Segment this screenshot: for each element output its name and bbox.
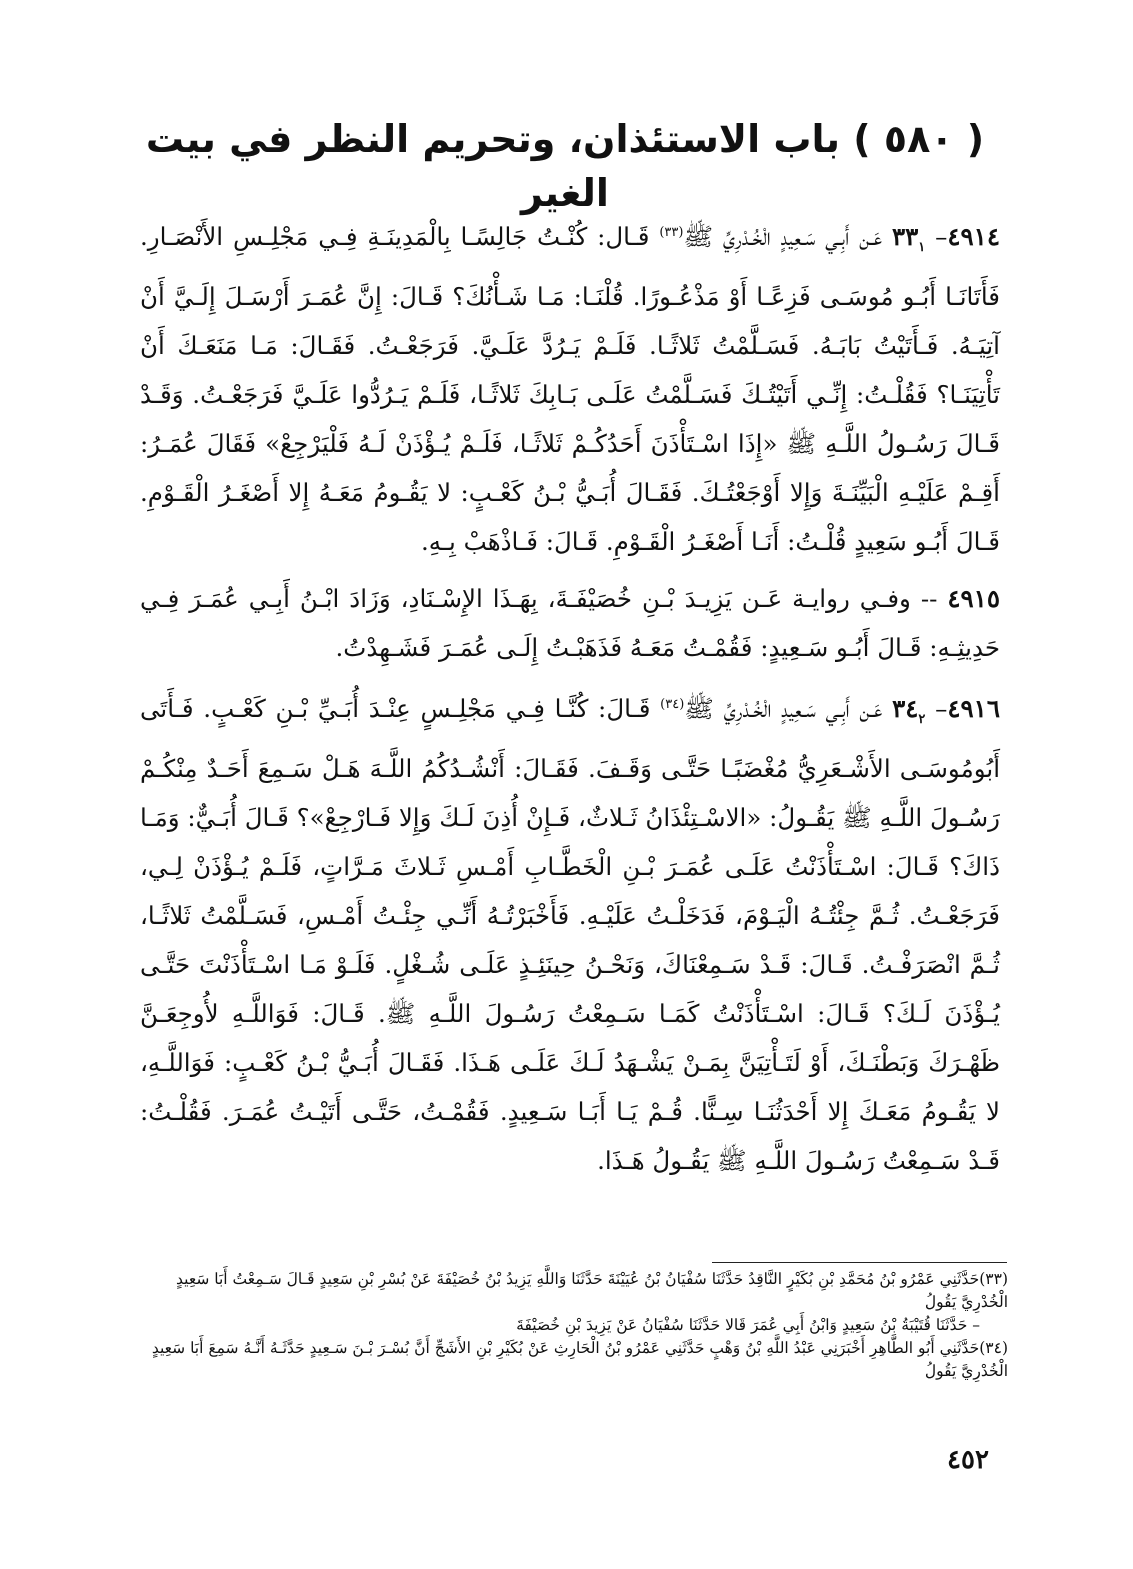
footnote-33: (٣٣)حَدَّثَنِي عَمْرُو بْنُ مُحَمَّدِ بْنِ بُكَيْرٍ النَّاقِدُ حَدَّثَنَا سُفْيَانُ بْنُ عُيَيْنَةَ حَدَّثَنَا وَاللَّهِ يَزِيدُ بْنُ خُصَيْفَةَ عَنْ بُسْرِ بْنِ سَعِيدٍ قَـالَ سَـمِعْتُ أَبَا سَعِيدٍ الْخُدْرِيَّ يَقُولُ <box>176 1270 1008 1311</box>
hadith-text: قَـالَ: كُنَّـا فِـي مَجْلِـسٍ عِنْـدَ أُبَـيِّ بْـنِ كَعْـبٍ. فَـأَتَى أَبُومُوسَـى الأَشْـعَرِيُّ مُغْضَبًـا حَتَّـى وَقَـفَ. فَقَـالَ: أَنْشُـدُكُمُ اللَّـهَ هَـلْ سَـمِعَ أَحَـدٌ مِنْكُـمْ رَسُـولَ اللَّـهِ ﷺ يَقُـولُ: «الاسْـتِئْذَانُ ثَـلاثٌ، فَـإِنْ أُذِنَ لَـكَ وَإِلا فَـارْجِعْ»؟ قَـالَ أُبَـيٌّ: وَمَـا ذَاكَ؟ قَـالَ: اسْـتَأْذَنْتُ عَلَـى عُمَـرَ بْـنِ الْخَطَّـابِ أَمْـسِ ثَـلاثَ مَـرَّاتٍ، فَلَـمْ يُـؤْذَنْ لِـي، فَرَجَعْـتُ. ثُـمَّ جِئْتُـهُ الْيَـوْمَ، فَدَخَلْـتُ عَلَيْـهِ. فَأَخْبَرْتُـهُ أَنِّـي جِئْـتُ أَمْـسِ، فَسَـلَّمْتُ ثَلاثًـا، ثُـمَّ انْصَرَفْـتُ. قَـالَ: قَـدْ سَـمِعْنَاكَ، وَنَحْـنُ حِينَئِـذٍ عَلَـى شُـغْلٍ. فَلَـوْ مَـا اسْـتَأْذَنْتَ حَتَّـى يُـؤْذَنَ لَـكَ؟ قَـالَ: اسْـتَأْذَنْتُ كَمَـا سَـمِعْتُ رَسُـولَ اللَّـهِ ﷺ. قَـالَ: فَوَاللَّـهِ لأُوجِعَـنَّ ظَهْـرَكَ وَبَطْنَـكَ، أَوْ لَتَـأْتِيَنَّ بِمَـنْ يَشْـهَدُ لَـكَ عَلَـى هَـذَا. فَقَـالَ أُبَـيُّ بْـنُ كَعْـبٍ: فَوَاللَّـهِ، لا يَقُـومُ مَعَـكَ إِلا أَحْدَثُنَـا سِـنًّا. قُـمْ يَـا أَبَـا سَـعِيدٍ. فَقُمْـتُ، حَتَّـى أَتَيْـتُ عُمَـرَ. فَقُلْـتُ: قَـدْ سَـمِعْتُ رَسُـولَ اللَّـهِ ﷺ يَقُـولُ هَـذَا. <box>140 694 1000 1176</box>
footnote-marker: (٣٣) <box>659 225 684 240</box>
reference-top: ٣٣ <box>891 222 919 252</box>
hadith-text-opening: عَـن أَبِـي سَـعِيدٍ الْخُـدْرِيِّ ﷺ <box>684 694 883 724</box>
hadith-reference <box>892 694 926 728</box>
reference-top: ٣٤ <box>892 694 919 724</box>
hadith-reference <box>891 222 926 256</box>
hadith-4915 <box>140 574 1000 672</box>
hadith-4916: ٤٩١٦– $٣٤_٢$ عَـن أَبِـي سَـعِيدٍ الْخُـدْرِيِّ ﷺ$^{(٣٤)}$ قَـالَ: كُنَّـا فِـي مَجْلِـسٍ عِنْـدَ أُبَـيِّ بْـنِ كَعْـبٍ. فَـأَتَى أَبُومُوسَـى الأَشْـعَرِيُّ مُغْضَبًـا حَتَّـى وَقَـفَ. فَقَـالَ: أَنْشُـدُكُمُ اللَّـهَ هَـلْ سَـمِعَ أَحَـدٌ مِنْكُـمْ رَسُـولَ اللَّـهِ ﷺ يَقُـولُ: «الاسْـتِئْذَانُ ثَـلاثٌ، فَـإِنْ أُذِنَ لَـكَ وَإِلا فَـارْجِعْ»؟ قَـالَ أُبَـيٌّ: وَمَـا ذَاكَ؟ قَـالَ: اسْـتَأْذَنْتُ عَلَـى عُمَـرَ بْـنِ الْخَطَّـابِ أَمْـسِ ثَـلاثَ مَـرَّاتٍ، فَلَـمْ يُـؤْذَنْ لِـي، فَرَجَعْـتُ. ثُـمَّ جِئْتُـهُ الْيَـوْمَ، فَدَخَلْـتُ عَلَيْـهِ. فَأَخْبَرْتُـهُ أَنِّـي جِئْـتُ أَمْـسِ، فَسَـلَّمْتُ ثَلاثًـا، ثُـمَّ انْصَرَفْـتُ. قَـالَ: قَـدْ سَـمِعْنَاكَ، وَنَحْـنُ حِينَئِـذٍ عَلَـى شُـغْلٍ. فَلَـوْ مَـا اسْـتَأْذَنْتَ حَتَّـى يُـؤْذَنَ لَـكَ؟ قَـالَ: اسْـتَأْذَنْتُ كَمَـا سَـمِعْتُ رَسُـولَ اللَّـهِ ﷺ. قَـالَ: فَوَاللَّـهِ لأُوجِعَـنَّ ظَهْـرَكَ وَبَطْنَـكَ، أَوْ لَتَـأْتِيَنَّ بِمَـنْ يَشْـهَدُ لَـكَ عَلَـى هَـذَا. فَقَـالَ أُبَـيُّ بْـنُ كَعْـبٍ: فَوَاللَّـهِ، لا يَقُـومُ مَعَـكَ إِلا أَحْدَثُنَـا سِـنًّا. قُـمْ يَـا أَبَـا سَـعِيدٍ. فَقُمْـتُ، حَتَّـى أَتَيْـتُ عُمَـرَ. فَقُلْـتُ: قَـدْ سَـمِعْتُ رَسُـولَ اللَّـهِ ﷺ يَقُـولُ هَـذَا. <box>140 694 1000 1176</box>
footnote-marker: (٣٤) <box>660 697 685 713</box>
chapter-title: ( ٥٨٠ ) باب الاستئذان، وتحريم النظر في بيت الغير <box>145 117 985 215</box>
page-number: ٤٥٢ <box>947 1445 989 1475</box>
hadith-number: ٤٩١٤ <box>947 222 1000 252</box>
reference-bottom: ٢ <box>918 712 926 728</box>
hadith-number: ٤٩١٦ <box>947 694 1000 724</box>
hadith-text: قَـال: كُنْـتُ جَالِسًـا بِالْمَدِينَـةِ فِـي مَجْلِـسِ الأَنْصَـارِ. فَأَتَانَـا أَبُـو مُوسَـى فَزِعًـا أَوْ مَذْعُـورًا. قُلْنَـا: مَـا شَـأْنُكَ؟ قَـالَ: إِنَّ عُمَـرَ أَرْسَـلَ إِلَـيَّ أَنْ آتِيَـهُ. فَـأَتَيْتُ بَابَـهُ. فَسَـلَّمْتُ ثَلاثًـا. فَلَـمْ يَـرُدَّ عَلَـيَّ. فَرَجَعْـتُ. فَقَـالَ: مَـا مَنَعَـكَ أَنْ تَأْتِيَنَـا؟ فَقُلْـتُ: إِنِّـي أَتَيْتُـكَ فَسَـلَّمْتُ عَلَـى بَـابِكَ ثَلاثًـا، فَلَـمْ يَـرُدُّوا عَلَـيَّ فَرَجَعْـتُ. وَقَـدْ قَـالَ رَسُـولُ اللَّـهِ ﷺ «إِذَا اسْـتَأْذَنَ أَحَدُكُـمْ ثَلاثًـا، فَلَـمْ يُـؤْذَنْ لَـهُ فَلْيَرْجِعْ» فَقَالَ عُمَـرُ: أَقِـمْ عَلَيْـهِ الْبَيِّنَـةَ وَإِلا أَوْجَعْتُـكَ. فَقَـالَ أُبَـيُّ بْـنُ كَعْـبٍ: لا يَقُـومُ مَعَـهُ إِلا أَصْغَـرُ الْقَـوْمِ. قَـالَ أَبُـو سَعِيدٍ قُلْـتُ: أَنَـا أَصْغَـرُ الْقَـوْمِ. قَـالَ: فَـاذْهَبْ بِـهِ. <box>140 222 1000 557</box>
hadith-body <box>140 208 1000 1193</box>
hadith-number: ٤٩١٥ <box>947 584 1000 614</box>
footnote-34: (٣٤)حَدَّثَنِي أَبُو الطَّاهِرِ أَخْبَرَنِي عَبْدُ اللَّهِ بْنُ وَهْبٍ حَدَّثَنِي عَمْرُو بْنُ الْحَارِثِ عَنْ بُكَيْرِ بْنِ الأَشَجِّ أَنَّ بُسْـرَ بْـنَ سَـعِيدٍ حَدَّثَـهُ أَنَّـهُ سَمِعَ أَبَا سَعِيدٍ الْخُدْرِيَّ يَقُولُ <box>151 1339 1008 1380</box>
hadith-text-opening: عَـن أَبِـي سَـعِيدٍ الْخُـدْرِيِّ ﷺ <box>683 222 883 252</box>
footnote-divider <box>712 1262 1007 1263</box>
footnotes <box>140 1268 1008 1383</box>
hadith-text: -- وفـي روايـة عَـن يَزِيـدَ بْـنِ خُصَيْفَـةَ، بِهَـذَا الإِسْـنَادِ، وَزَادَ ابْـنُ أَبِـي عُمَـرَ فِـي حَدِيثِـهِ: قَـالَ أَبُـو سَـعِيدٍ: فَقُمْـتُ مَعَـهُ فَذَهَبْـتُ إِلَـى عُمَـرَ فَشَـهِدْتُ. <box>140 584 1000 663</box>
footnote-33-alt-chain: – حَدَّثَنَا قُتَيْبَةُ بْنُ سَعِيدٍ وَابْنُ أَبِي عُمَرَ قَالا حَدَّثَنَا سُفْيَانُ عَنْ يَزِيدَ بْنِ خُصَيْفَةَ <box>516 1316 980 1334</box>
hadith-4914: ٤٩١٤– $٣٣_١$ عَـن أَبِـي سَـعِيدٍ الْخُـدْرِيِّ ﷺ$^{(٣٣)}$ قَـال: كُنْـتُ جَالِسًـا بِالْمَدِينَـةِ فِـي مَجْلِـسِ الأَنْصَـارِ. فَأَتَانَـا أَبُـو مُوسَـى فَزِعًـا أَوْ مَذْعُـورًا. قُلْنَـا: مَـا شَـأْنُكَ؟ قَـالَ: إِنَّ عُمَـرَ أَرْسَـلَ إِلَـيَّ أَنْ آتِيَـهُ. فَـأَتَيْتُ بَابَـهُ. فَسَـلَّمْتُ ثَلاثًـا. فَلَـمْ يَـرُدَّ عَلَـيَّ. فَرَجَعْـتُ. فَقَـالَ: مَـا مَنَعَـكَ أَنْ تَأْتِيَنَـا؟ فَقُلْـتُ: إِنِّـي أَتَيْتُـكَ فَسَـلَّمْتُ عَلَـى بَـابِكَ ثَلاثًـا، فَلَـمْ يَـرُدُّوا عَلَـيَّ فَرَجَعْـتُ. وَقَـدْ قَـالَ رَسُـولُ اللَّـهِ ﷺ «إِذَا اسْـتَأْذَنَ أَحَدُكُـمْ ثَلاثًـا، فَلَـمْ يُـؤْذَنْ لَـهُ فَلْيَرْجِعْ» فَقَالَ عُمَـرُ: أَقِـمْ عَلَيْـهِ الْبَيِّنَـةَ وَإِلا أَوْجَعْتُـكَ. فَقَـالَ أُبَـيُّ بْـنُ كَعْـبٍ: لا يَقُـومُ مَعَـهُ إِلا أَصْغَـرُ الْقَـوْمِ. قَـالَ أَبُـو سَعِيدٍ قُلْـتُ: أَنَـا أَصْغَـرُ الْقَـوْمِ. قَـالَ: فَـاذْهَبْ بِـهِ. <box>140 222 1000 557</box>
reference-bottom: ١ <box>918 240 926 256</box>
